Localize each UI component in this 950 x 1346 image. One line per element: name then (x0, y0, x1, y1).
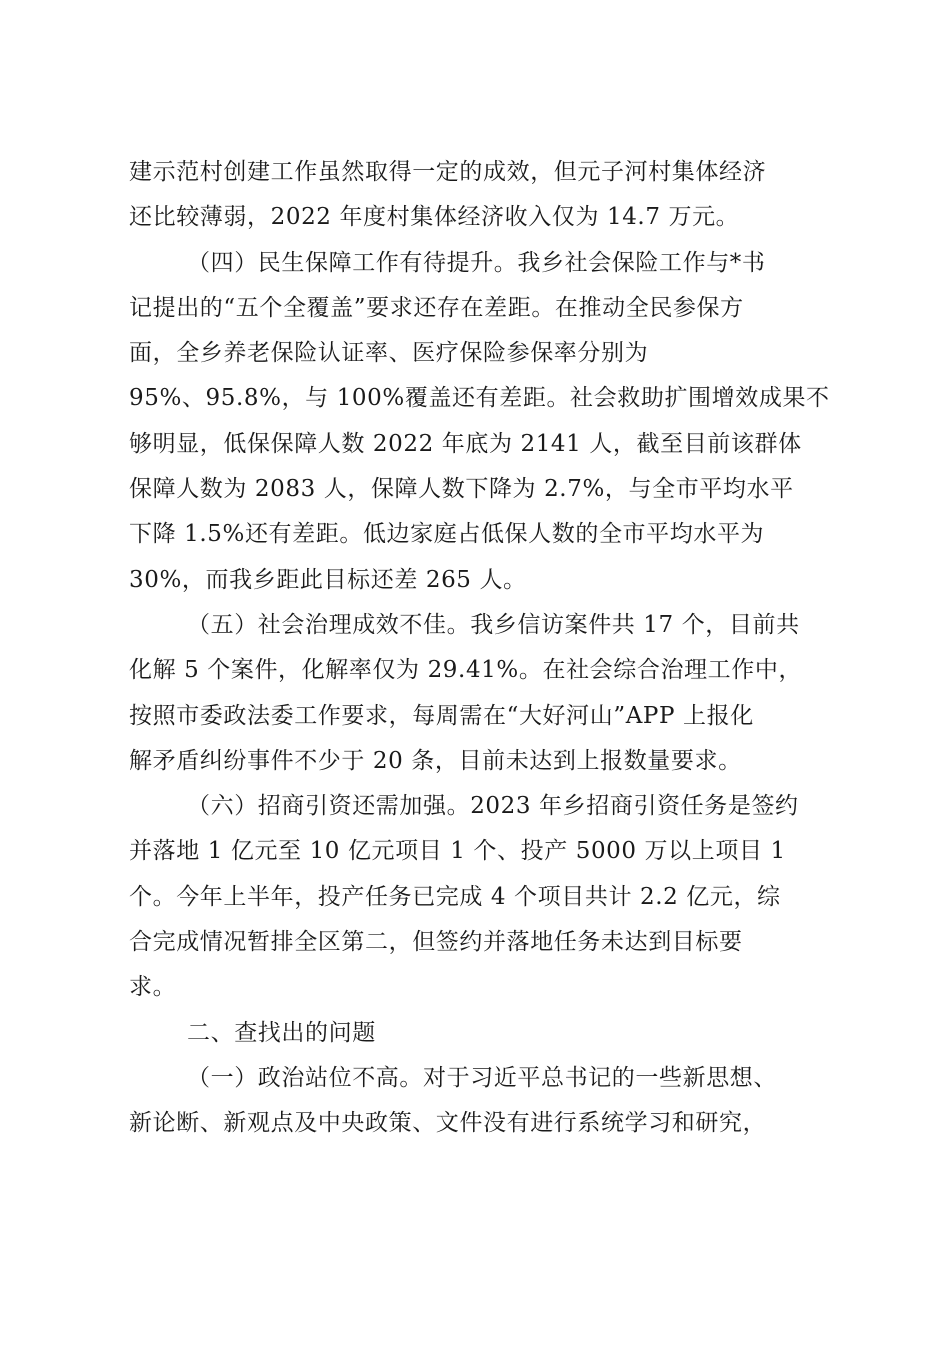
paragraph-line: 还比较薄弱，2022 年度村集体经济收入仅为 14.7 万元。 (129, 204, 740, 231)
paragraph-line: 新论断、新观点及中央政策、文件没有进行系统学习和研究， (129, 1110, 767, 1137)
paragraph-line: （一）政治站位不高。对于习近平总书记的一些新思想、 (187, 1064, 777, 1091)
paragraph-line: 下降 1.5%还有差距。低边家庭占低保人数的全市平均水平为 (129, 521, 765, 548)
paragraph-line: 化解 5 个案件，化解率仅为 29.41%。在社会综合治理工作中， (129, 657, 803, 684)
paragraph-line: 个。今年上半年，投产任务已完成 4 个项目共计 2.2 亿元，综 (129, 883, 781, 910)
paragraph-line: 记提出的“五个全覆盖”要求还存在差距。在推动全民参保方 (129, 294, 744, 321)
paragraph-line: 95%、95.8%，与 100%覆盖还有差距。社会救助扩围增效成果不 (129, 385, 830, 412)
paragraph-line: （六）招商引资还需加强。2023 年乡招商引资任务是签约 (187, 793, 799, 820)
paragraph-line: 30%，而我乡距此目标还差 265 人。 (129, 566, 527, 593)
paragraph-line: 保障人数为 2083 人，保障人数下降为 2.7%，与全市平均水平 (129, 476, 794, 503)
paragraph-line: 合完成情况暂排全区第二，但签约并落地任务未达到目标要 (129, 929, 743, 956)
paragraph-line: （四）民生保障工作有待提升。我乡社会保险工作与*书 (187, 249, 766, 276)
paragraph-line: 求。 (129, 974, 177, 1001)
paragraph-line: （五）社会治理成效不佳。我乡信访案件共 17 个，目前共 (187, 611, 800, 638)
section-heading: 二、查找出的问题 (187, 1019, 376, 1046)
paragraph-line: 并落地 1 亿元至 10 亿元项目 1 个、投产 5000 万以上项目 1 (129, 838, 786, 865)
paragraph-line: 按照市委政法委工作要求，每周需在“大好河山”APP 上报化 (129, 702, 754, 729)
paragraph-line: 够明显，低保保障人数 2022 年底为 2141 人，截至目前该群体 (129, 430, 802, 457)
paragraph-line: 面，全乡养老保险认证率、医疗保险参保率分别为 (129, 340, 649, 367)
paragraph-line: 建示范村创建工作虽然取得一定的成效，但元子河村集体经济 (129, 159, 767, 185)
paragraph-line: 解矛盾纠纷事件不少于 20 条，目前未达到上报数量要求。 (129, 747, 742, 774)
document-body (129, 150, 829, 1147)
